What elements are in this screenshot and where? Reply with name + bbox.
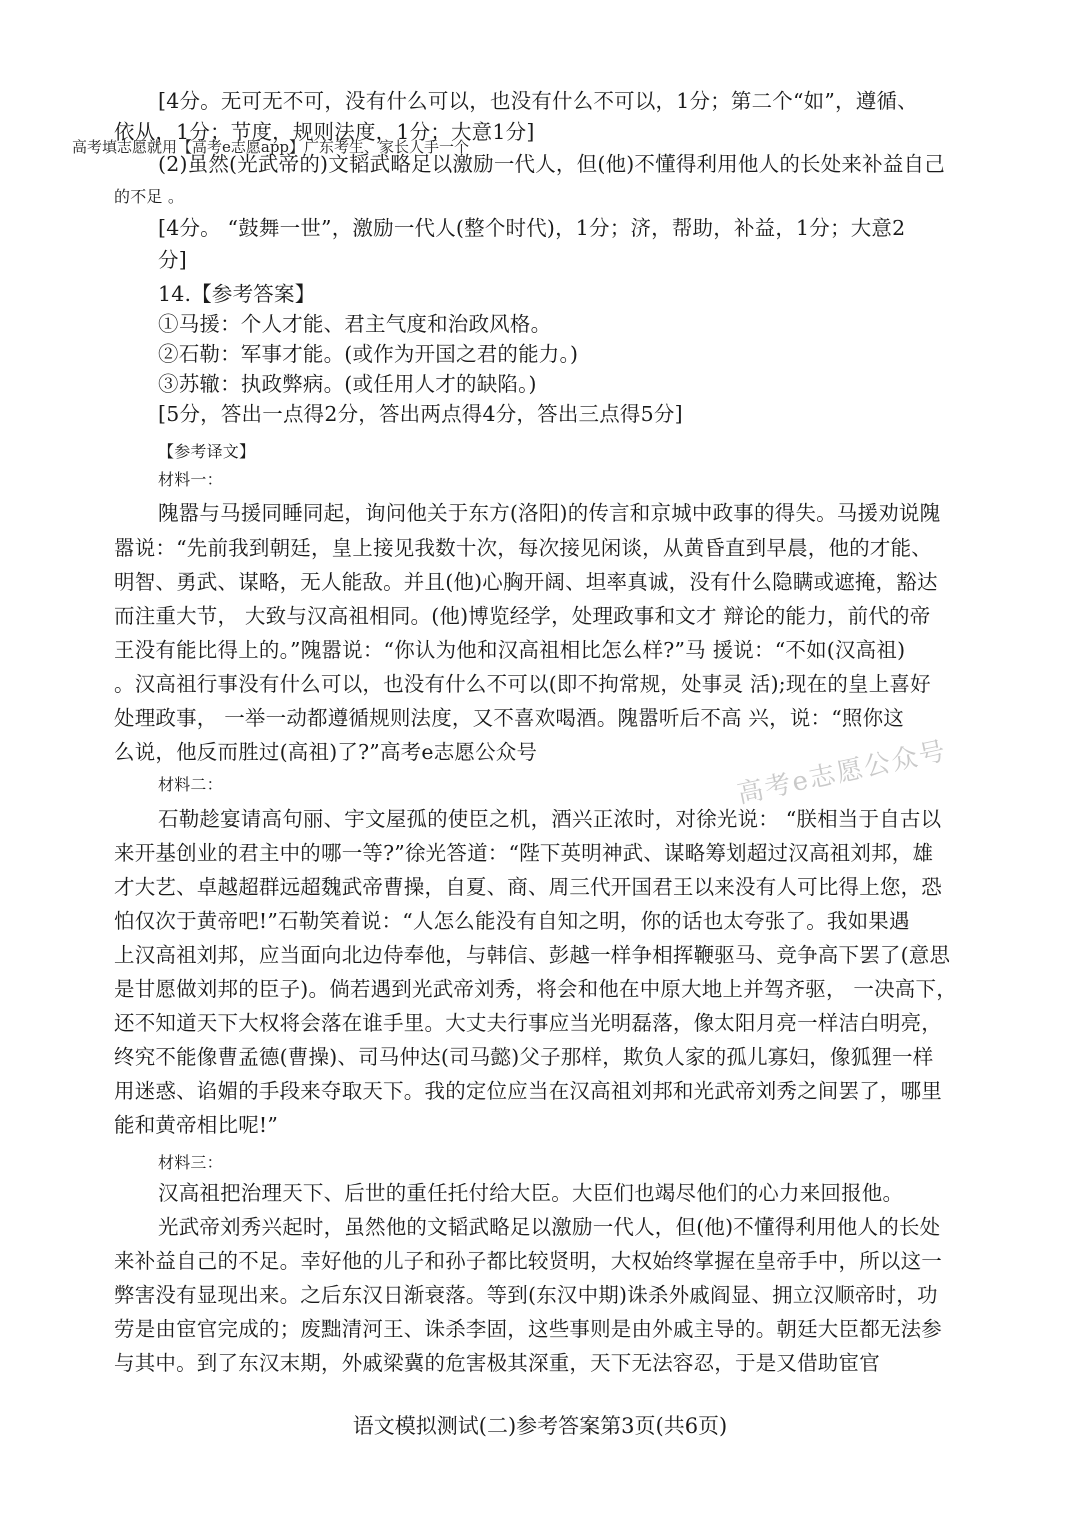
- text-line: 隗嚣与马援同睡同起，询问他关于东方(洛阳)的传言和京城中政事的得失。马援劝说隗: [158, 501, 941, 525]
- text-line: 上汉高祖刘邦，应当面向北边侍奉他，与韩信、彭越一样争相挥鞭驱马、竞争高下罢了(意思: [114, 943, 951, 967]
- answer-line: 依从，1分；节度，规则法度，1分；大意1分]: [114, 120, 535, 144]
- question-heading: 14.【参考答案】: [158, 282, 316, 306]
- text-line: 明智、勇武、谋略，无人能敌。并且(他)心胸开阔、坦率真诚，没有什么隐瞒或遮掩，豁达: [114, 570, 938, 594]
- text-line: 石勒趁宴请高句丽、宇文屋孤的使臣之机，酒兴正浓时，对徐光说： “朕相当于自古以: [158, 807, 942, 831]
- text-line: 处理政事， 一举一动都遵循规则法度，又不喜欢喝酒。隗嚣听后不高 兴，说：“照你这: [114, 706, 905, 730]
- text-line: 用迷惑、谄媚的手段来夺取天下。我的定位应当在汉高祖刘邦和光武帝刘秀之间罢了，哪里: [114, 1079, 942, 1103]
- text-line: 终究不能像曹孟德(曹操)、司马仲达(司马懿)父子那样，欺负人家的孤儿寡妇，像狐狸一样: [114, 1045, 934, 1069]
- material-label: 材料一：: [158, 470, 223, 489]
- answer-point: ②石勒：军事才能。(或作为开国之君的能力。): [158, 342, 579, 366]
- answer-line: [4分。 “鼓舞一世”，激励一代人(整个时代)，1分；济，帮助，补益，1分；大意2: [158, 216, 906, 240]
- text-line: 嚣说：“先前我到朝廷，皇上接见我数十次，每次接见闲谈，从黄昏直到早晨，他的才能、: [114, 536, 932, 560]
- section-heading: 【参考译文】: [158, 442, 256, 461]
- answer-line: 分]: [158, 248, 187, 272]
- text-line: 劳是由宦官完成的；废黜清河王、诛杀李固，这些事则是由外戚主导的。朝廷大臣都无法参: [114, 1317, 942, 1341]
- text-line: 王没有能比得上的。”隗嚣说：“你认为他和汉高祖相比怎么样?”马 援说：“不如(汉高祖): [114, 638, 906, 662]
- text-line: 汉高祖把治理天下、后世的重任托付给大臣。大臣们也竭尽他们的心力来回报他。: [158, 1181, 904, 1205]
- answer-point: ③苏辙：执政弊病。(或任用人才的缺陷。): [158, 372, 537, 396]
- text-line: 能和黄帝相比呢!”: [114, 1113, 279, 1137]
- text-line: 而注重大节， 大致与汉高祖相同。(他)博览经学，处理政事和文才 辩论的能力，前代的帝: [114, 604, 931, 628]
- answer-line: (2)虽然(光武帝的)文韬武略足以激励一代人，但(他)不懂得利用他人的长处来补益自己: [158, 152, 945, 176]
- text-line: 么说，他反而胜过(高祖)了?”高考e志愿公众号: [114, 740, 538, 764]
- text-line: 是甘愿做刘邦的臣子)。倘若遇到光武帝刘秀，将会和他在中原大地上并驾齐驱， 一决高下，: [114, 977, 957, 1001]
- text-line: 来开基创业的君主中的哪一等?”徐光答道：“陛下英明神武、谋略筹划超过汉高祖刘邦，雄: [114, 841, 934, 865]
- text-line: 怕仅次于黄帝吧!”石勒笑着说：“人怎么能没有自知之明，你的话也太夸张了。我如果遇: [114, 909, 910, 933]
- watermark: 高考e志愿公众号: [734, 736, 950, 810]
- answer-line: 的不足 。: [114, 187, 185, 206]
- text-line: 弊害没有显现出来。之后东汉日渐衰落。等到(东汉中期)诛杀外戚阎显、拥立汉顺帝时，功: [114, 1283, 938, 1307]
- answer-line: [4分。无可无不可，没有什么可以，也没有什么不可以，1分；第二个“如”，遵循、: [158, 89, 918, 113]
- material-label: 材料三：: [158, 1153, 223, 1172]
- scoring-note: [5分，答出一点得2分，答出两点得4分，答出三点得5分]: [158, 402, 683, 426]
- promo-banner: 高考填志愿就用【高考e志愿app】广东考生、家长人手一个: [72, 138, 470, 156]
- text-line: 来补益自己的不足。幸好他的儿子和孙子都比较贤明，大权始终掌握在皇帝手中，所以这一: [114, 1249, 942, 1273]
- text-line: 光武帝刘秀兴起时，虽然他的文韬武略足以激励一代人，但(他)不懂得利用他人的长处: [158, 1215, 941, 1239]
- answer-point: ①马援：个人才能、君主气度和治政风格。: [158, 312, 552, 336]
- text-line: 还不知道天下大权将会落在谁手里。大丈夫行事应当光明磊落，像太阳月亮一样洁白明亮，: [114, 1011, 942, 1035]
- text-line: 与其中。到了东汉末期，外戚梁冀的危害极其深重，天下无法容忍，于是又借助宦官: [114, 1351, 880, 1375]
- material-label: 材料二：: [158, 775, 223, 794]
- text-line: 。汉高祖行事没有什么可以，也没有什么不可以(即不拘常规，处事灵 活);现在的皇上喜好: [114, 672, 931, 696]
- text-line: 才大艺、卓越超群远超魏武帝曹操，自夏、商、周三代开国君王以来没有人可比得上您，恐: [114, 875, 942, 899]
- page-footer: 语文模拟测试(二)参考答案第3页(共6页): [352, 1414, 728, 1438]
